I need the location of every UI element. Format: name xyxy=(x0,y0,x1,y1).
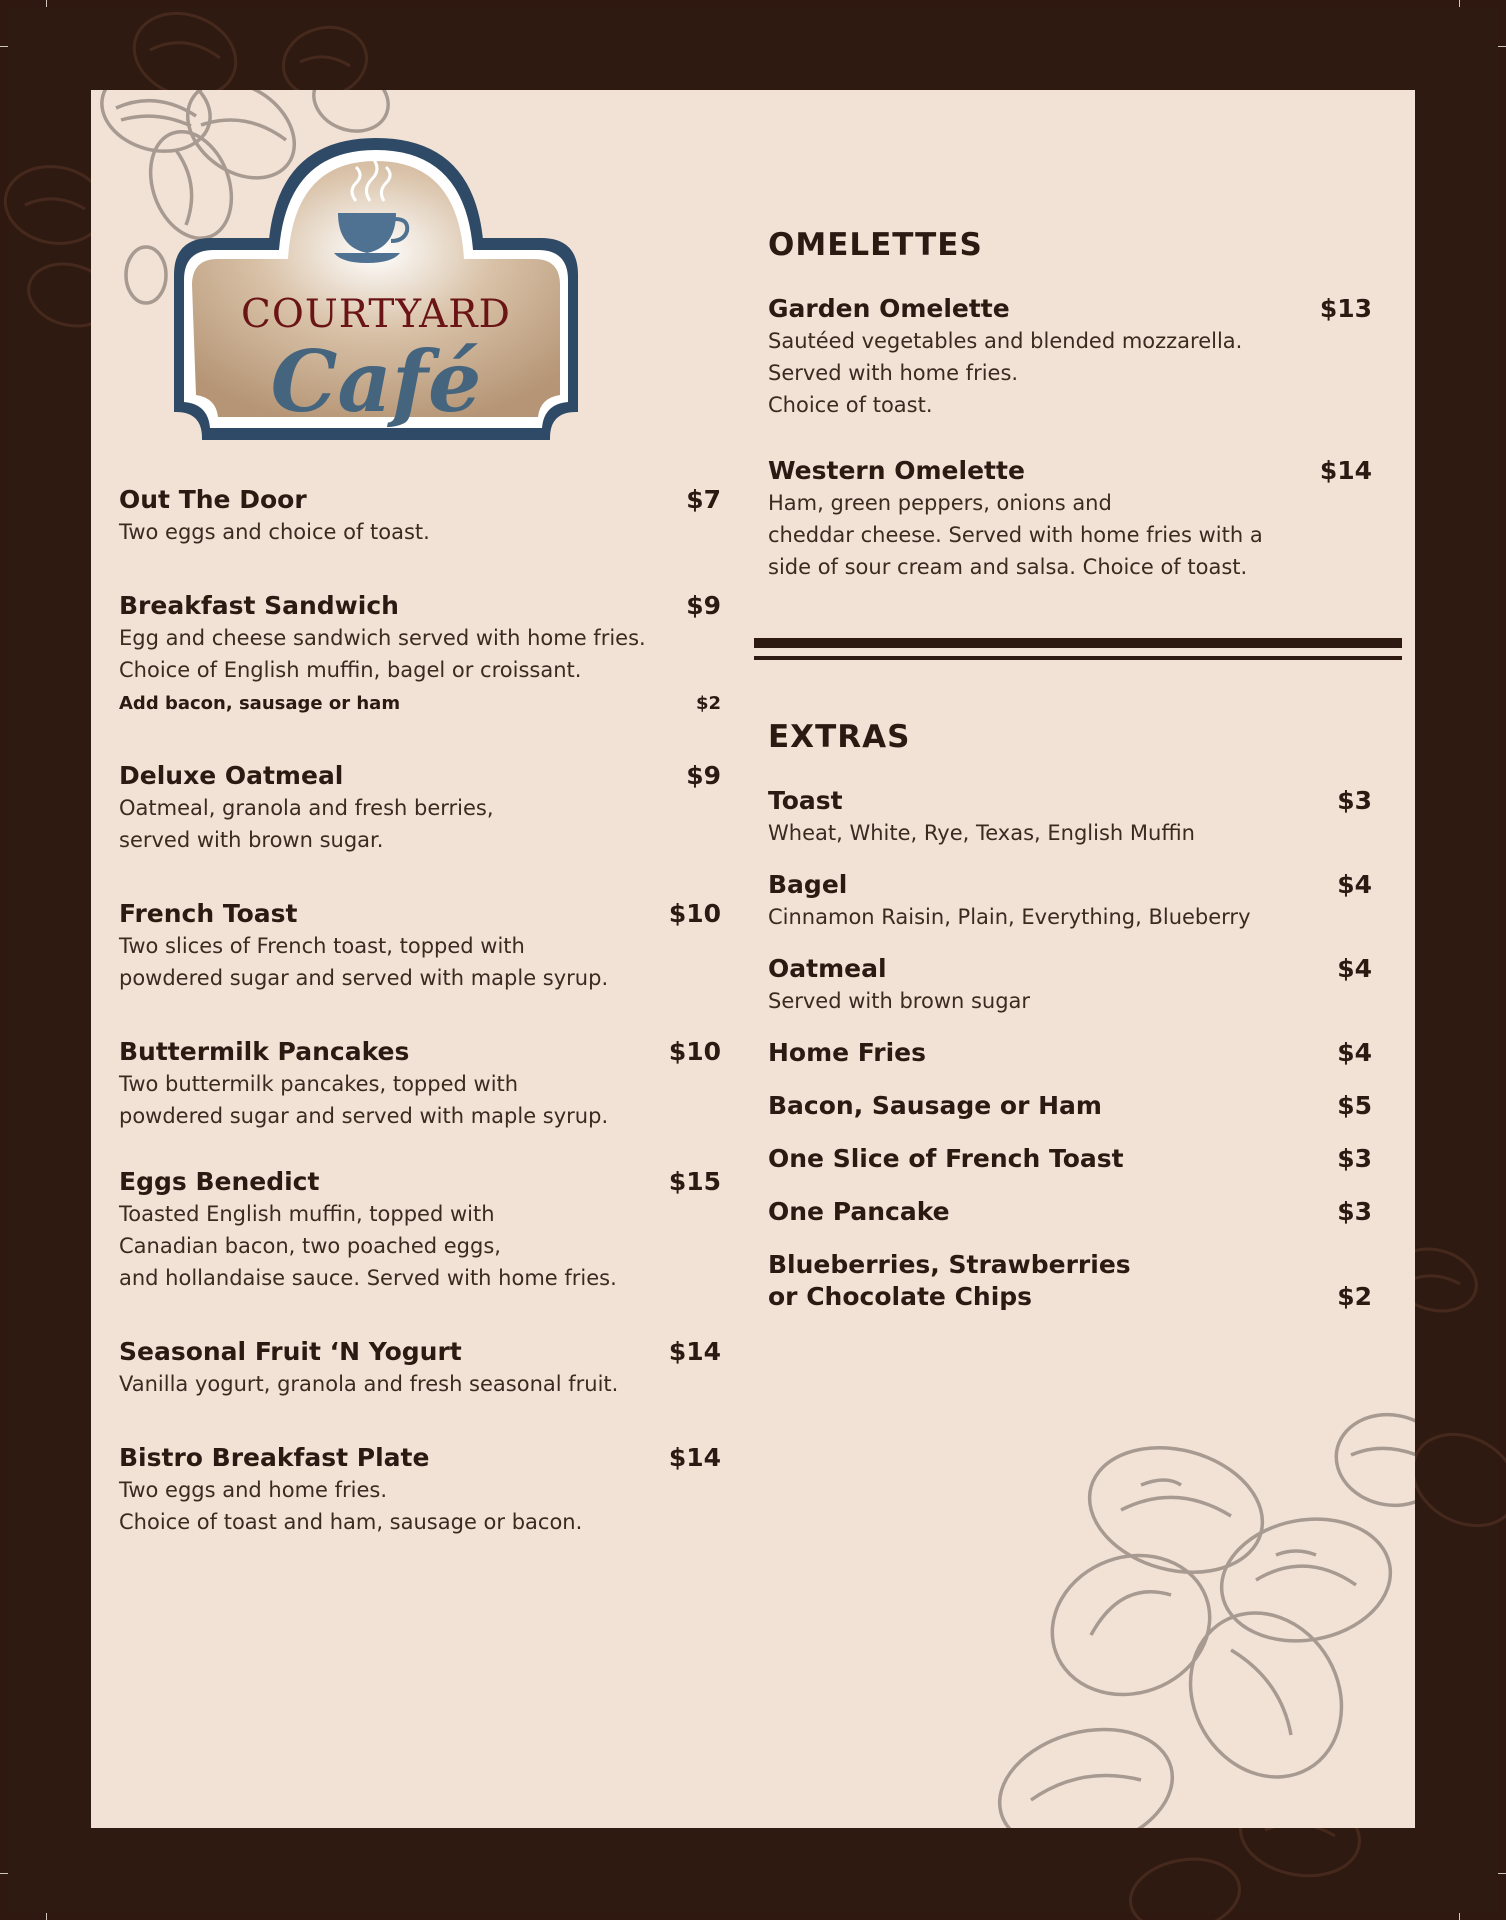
menu-item xyxy=(768,1143,1372,1175)
item-price: $4 xyxy=(1337,1038,1372,1067)
item-name: Eggs Benedict xyxy=(119,1167,320,1196)
menu-item xyxy=(768,869,1372,933)
item-name: Bacon, Sausage or Ham xyxy=(768,1091,1102,1120)
extras-section xyxy=(768,717,1372,1313)
menu-item xyxy=(119,898,721,994)
item-price: $4 xyxy=(1337,870,1372,899)
item-price: $14 xyxy=(668,1337,721,1366)
item-name: Bistro Breakfast Plate xyxy=(119,1443,430,1472)
item-description: Ham, green peppers, onions and xyxy=(768,491,1112,515)
item-price: $5 xyxy=(1337,1091,1372,1120)
item-description: Wheat, White, Rye, Texas, English Muffin xyxy=(768,821,1195,845)
omelettes-section xyxy=(768,225,1372,583)
item-description: side of sour cream and salsa. Choice of toast. xyxy=(768,555,1248,579)
item-name: Toast xyxy=(768,786,843,815)
item-description: Vanilla yogurt, granola and fresh seasonal fruit. xyxy=(119,1372,619,1396)
cafe-logo xyxy=(166,135,586,465)
item-description: Choice of toast and ham, sausage or bacon. xyxy=(119,1510,583,1534)
item-price: $3 xyxy=(1337,1144,1372,1173)
item-price: $4 xyxy=(1337,954,1372,983)
item-name: Breakfast Sandwich xyxy=(119,591,399,620)
menu-item xyxy=(119,760,721,856)
item-name: Out The Door xyxy=(119,485,307,514)
menu-item xyxy=(768,1037,1372,1069)
menu-item xyxy=(119,484,721,548)
menu-paper xyxy=(91,90,1415,1828)
item-description: Two slices of French toast, topped with xyxy=(119,934,525,958)
menu-item xyxy=(119,1036,721,1132)
item-description: Served with brown sugar xyxy=(768,989,1031,1013)
item-description: Egg and cheese sandwich served with home fries. xyxy=(119,626,646,650)
menu-item xyxy=(119,1336,721,1400)
addon-label: Add bacon, sausage or ham xyxy=(119,693,401,714)
item-price: $14 xyxy=(668,1443,721,1472)
menu-item xyxy=(768,1090,1372,1122)
item-description: Cinnamon Raisin, Plain, Everything, Blueberry xyxy=(768,905,1251,929)
menu-item xyxy=(119,590,721,718)
item-price: $10 xyxy=(668,899,721,928)
item-description: and hollandaise sauce. Served with home fries. xyxy=(119,1266,617,1290)
item-description: powdered sugar and served with maple syrup. xyxy=(119,1104,609,1128)
item-description: Sautéed vegetables and blended mozzarella. xyxy=(768,329,1243,353)
menu-item xyxy=(119,1166,721,1294)
item-price: $15 xyxy=(668,1167,721,1196)
item-price: $9 xyxy=(686,761,721,790)
item-name: Seasonal Fruit ‘N Yogurt xyxy=(119,1337,462,1366)
section-title: OMELETTES xyxy=(768,227,983,263)
item-name: Deluxe Oatmeal xyxy=(119,761,344,790)
item-price: $14 xyxy=(1319,456,1372,485)
item-description: Two eggs and home fries. xyxy=(119,1478,388,1502)
menu-item xyxy=(119,1442,721,1538)
item-price: $3 xyxy=(1337,1197,1372,1226)
item-name: Oatmeal xyxy=(768,954,887,983)
item-price: $7 xyxy=(686,485,721,514)
section-divider xyxy=(754,638,1402,660)
item-price: $13 xyxy=(1319,294,1372,323)
item-description: Canadian bacon, two poached eggs, xyxy=(119,1234,501,1258)
item-description: Choice of English muffin, bagel or croissant. xyxy=(119,658,582,682)
item-name: One Slice of French Toast xyxy=(768,1144,1124,1173)
item-name: One Pancake xyxy=(768,1197,950,1226)
item-name: Garden Omelette xyxy=(768,294,1010,323)
item-description: powdered sugar and served with maple syrup. xyxy=(119,966,609,990)
item-name: Buttermilk Pancakes xyxy=(119,1037,410,1066)
item-name: Western Omelette xyxy=(768,456,1025,485)
item-price: $10 xyxy=(668,1037,721,1066)
item-addon xyxy=(119,690,721,718)
menu-item xyxy=(768,785,1372,849)
item-description: cheddar cheese. Served with home fries with a xyxy=(768,523,1263,547)
logo-word-courtyard: COURTYARD xyxy=(241,292,511,337)
item-description: Two buttermilk pancakes, topped with xyxy=(119,1072,519,1096)
logo-word-cafe: Café xyxy=(270,332,482,431)
item-name: Bagel xyxy=(768,870,848,899)
breakfast-column xyxy=(119,484,721,1538)
item-description: Served with home fries. xyxy=(768,361,1019,385)
item-name: Blueberries, Strawberries xyxy=(768,1250,1131,1279)
item-price: $9 xyxy=(686,591,721,620)
item-price: $3 xyxy=(1337,786,1372,815)
item-description: Oatmeal, granola and fresh berries, xyxy=(119,796,494,820)
menu-item xyxy=(768,1196,1372,1228)
item-description: Choice of toast. xyxy=(768,393,933,417)
section-title: EXTRAS xyxy=(768,719,911,755)
menu-item xyxy=(768,455,1372,583)
menu-item xyxy=(768,1249,1372,1313)
item-description: Two eggs and choice of toast. xyxy=(119,520,430,544)
item-name: French Toast xyxy=(119,899,298,928)
addon-price: $2 xyxy=(695,693,721,714)
item-price: $2 xyxy=(1337,1282,1372,1311)
item-name: Home Fries xyxy=(768,1038,927,1067)
item-description: served with brown sugar. xyxy=(119,828,384,852)
item-name-line2: or Chocolate Chips xyxy=(768,1282,1033,1311)
menu-item xyxy=(768,953,1372,1017)
item-description: Toasted English muffin, topped with xyxy=(119,1202,495,1226)
menu-item xyxy=(768,293,1372,421)
